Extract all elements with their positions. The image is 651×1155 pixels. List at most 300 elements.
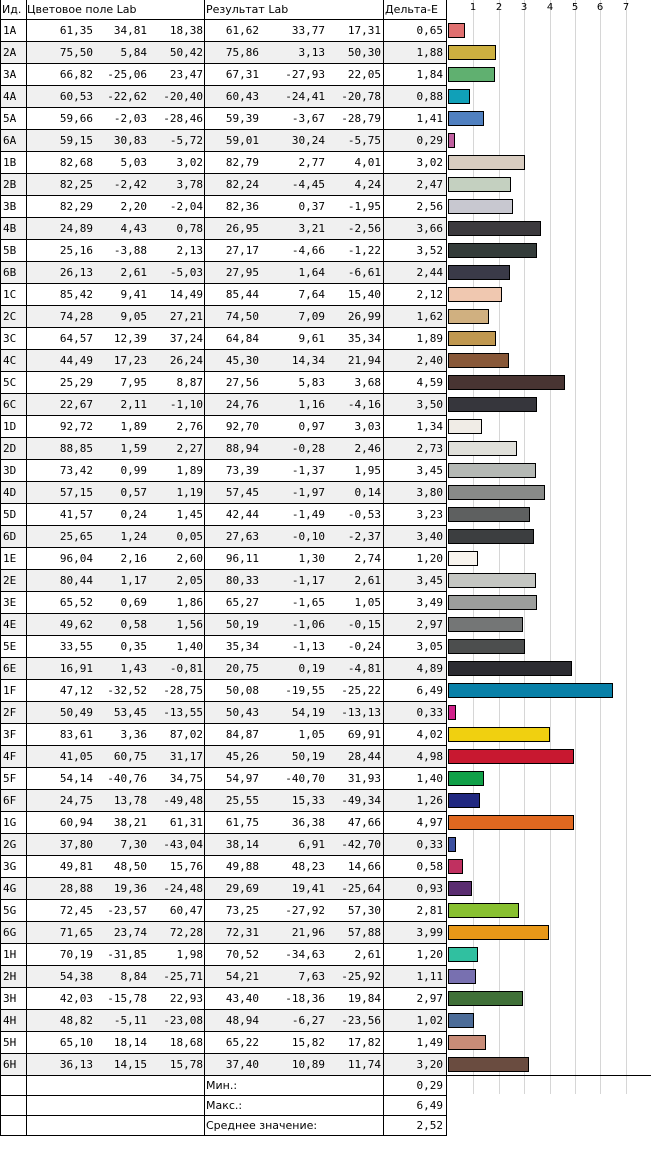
result-lab-a: -1,06 [291, 618, 325, 631]
row-divider [0, 63, 446, 64]
chart-bottom-line [446, 1075, 651, 1076]
result-lab-l: 60,43 [225, 90, 259, 103]
delta-e-bar [448, 485, 545, 500]
table-row [0, 680, 446, 702]
row-divider [0, 415, 446, 416]
delta-e-bar [448, 353, 509, 368]
field-lab-l: 33,55 [59, 640, 93, 653]
result-lab-a: 0,97 [298, 420, 325, 433]
result-lab-b: 2,74 [354, 552, 381, 565]
stat-row [0, 1096, 446, 1116]
table-row [0, 812, 446, 834]
field-lab-a: 8,84 [120, 970, 147, 983]
result-lab-l: 65,22 [225, 1036, 259, 1049]
field-lab-b: 15,76 [169, 860, 203, 873]
table-row [0, 20, 446, 42]
field-lab-l: 66,82 [59, 68, 93, 81]
field-lab-l: 80,44 [59, 574, 93, 587]
field-lab-b: 8,87 [176, 376, 203, 389]
field-lab-a: 9,05 [120, 310, 147, 323]
delta-e-bar [448, 771, 484, 786]
patch-id: 5D [3, 508, 17, 521]
field-lab-l: 24,89 [59, 222, 93, 235]
row-divider [0, 635, 446, 636]
result-lab-l: 73,25 [225, 904, 259, 917]
field-lab-a: 48,50 [113, 860, 147, 873]
patch-id: 2A [3, 46, 17, 59]
patch-id: 2B [3, 178, 17, 191]
result-lab-a: -34,63 [285, 948, 325, 961]
delta-e-bar [448, 309, 489, 324]
table-row [0, 196, 446, 218]
delta-e-value: 4,97 [416, 816, 443, 829]
field-lab-l: 82,68 [59, 156, 93, 169]
result-lab-a: 15,82 [291, 1036, 325, 1049]
field-lab-a: -5,11 [113, 1014, 147, 1027]
delta-e-bar [448, 331, 496, 346]
delta-e-value: 6,49 [416, 684, 443, 697]
result-lab-a: 2,77 [298, 156, 325, 169]
row-divider [0, 943, 446, 944]
result-lab-b: 31,93 [347, 772, 381, 785]
delta-e-value: 3,40 [416, 530, 443, 543]
field-lab-a: 4,43 [120, 222, 147, 235]
field-lab-a: 38,21 [113, 816, 147, 829]
field-lab-a: 1,59 [120, 442, 147, 455]
patch-id: 3G [3, 860, 17, 873]
result-lab-a: 7,64 [298, 288, 325, 301]
row-divider [0, 393, 446, 394]
result-lab-l: 75,86 [225, 46, 259, 59]
row-divider [0, 327, 446, 328]
result-lab-b: 2,61 [354, 948, 381, 961]
result-lab-a: 30,24 [291, 134, 325, 147]
delta-e-value: 4,98 [416, 750, 443, 763]
field-lab-a: 12,39 [113, 332, 147, 345]
table-row [0, 922, 446, 944]
field-lab-l: 59,66 [59, 112, 93, 125]
row-divider [0, 657, 446, 658]
field-lab-b: -2,04 [169, 200, 203, 213]
result-lab-l: 45,30 [225, 354, 259, 367]
table-row [0, 504, 446, 526]
table-row [0, 834, 446, 856]
result-lab-a: 19,41 [291, 882, 325, 895]
patch-id: 6E [3, 662, 17, 675]
delta-e-value: 2,97 [416, 618, 443, 631]
header-result: Результат Lab [206, 0, 382, 20]
result-lab-l: 25,55 [225, 794, 259, 807]
result-lab-a: 1,30 [298, 552, 325, 565]
row-divider [0, 481, 446, 482]
result-lab-l: 82,24 [225, 178, 259, 191]
patch-id: 1G [3, 816, 17, 829]
result-lab-b: -2,56 [347, 222, 381, 235]
field-lab-a: 0,35 [120, 640, 147, 653]
row-divider [0, 767, 446, 768]
table-row [0, 328, 446, 350]
delta-e-value: 3,49 [416, 596, 443, 609]
field-lab-a: -40,76 [107, 772, 147, 785]
delta-e-value: 0,65 [416, 24, 443, 37]
field-lab-l: 41,57 [59, 508, 93, 521]
patch-id: 1A [3, 24, 17, 37]
result-lab-l: 59,39 [225, 112, 259, 125]
patch-id: 5E [3, 640, 17, 653]
field-lab-b: 3,78 [176, 178, 203, 191]
field-lab-a: 60,75 [113, 750, 147, 763]
result-lab-l: 59,01 [225, 134, 259, 147]
row-divider [0, 789, 446, 790]
row-divider [0, 921, 446, 922]
delta-e-value: 3,20 [416, 1058, 443, 1071]
result-lab-a: 0,19 [298, 662, 325, 675]
delta-e-value: 0,93 [416, 882, 443, 895]
field-lab-b: 50,42 [169, 46, 203, 59]
table-row [0, 746, 446, 768]
table-row [0, 416, 446, 438]
chart-tick-label: 7 [622, 2, 630, 13]
delta-e-bar [448, 419, 482, 434]
result-lab-l: 61,75 [225, 816, 259, 829]
patch-id: 2E [3, 574, 17, 587]
result-lab-b: 1,95 [354, 464, 381, 477]
table-row [0, 64, 446, 86]
result-lab-b: 2,61 [354, 574, 381, 587]
delta-e-bar [448, 265, 510, 280]
result-lab-b: -4,16 [347, 398, 381, 411]
result-lab-a: -1,97 [291, 486, 325, 499]
delta-e-bar [448, 243, 537, 258]
patch-id: 1F [3, 684, 17, 697]
result-lab-b: -2,37 [347, 530, 381, 543]
delta-e-bar [448, 441, 517, 456]
field-lab-a: -2,42 [113, 178, 147, 191]
result-lab-b: -0,15 [347, 618, 381, 631]
result-lab-a: 10,89 [291, 1058, 325, 1071]
field-lab-b: 1,89 [176, 464, 203, 477]
field-lab-l: 64,57 [59, 332, 93, 345]
patch-id: 3F [3, 728, 17, 741]
field-lab-l: 73,42 [59, 464, 93, 477]
result-lab-l: 24,76 [225, 398, 259, 411]
field-lab-b: 72,28 [169, 926, 203, 939]
chart-gridline [600, 0, 601, 1094]
result-lab-a: -1,65 [291, 596, 325, 609]
field-lab-a: 30,83 [113, 134, 147, 147]
row-divider [0, 459, 446, 460]
delta-e-value: 1,84 [416, 68, 443, 81]
row-divider [0, 1095, 446, 1096]
result-lab-b: -25,92 [341, 970, 381, 983]
field-lab-a: 3,36 [120, 728, 147, 741]
result-lab-b: 47,66 [347, 816, 381, 829]
delta-e-bar [448, 45, 496, 60]
result-lab-a: 1,16 [298, 398, 325, 411]
row-divider [0, 371, 446, 372]
result-lab-b: -49,34 [341, 794, 381, 807]
delta-e-value: 0,58 [416, 860, 443, 873]
result-lab-b: 57,30 [347, 904, 381, 917]
field-lab-a: 34,81 [113, 24, 147, 37]
field-lab-l: 96,04 [59, 552, 93, 565]
row-divider [0, 811, 446, 812]
field-lab-l: 25,29 [59, 376, 93, 389]
field-lab-b: 27,21 [169, 310, 203, 323]
table-row [0, 108, 446, 130]
delta-e-value: 0,88 [416, 90, 443, 103]
field-lab-l: 49,62 [59, 618, 93, 631]
delta-e-value: 3,66 [416, 222, 443, 235]
result-lab-b: 21,94 [347, 354, 381, 367]
field-lab-a: 2,16 [120, 552, 147, 565]
patch-id: 4F [3, 750, 17, 763]
result-lab-l: 88,94 [225, 442, 259, 455]
delta-e-bar [448, 1013, 474, 1028]
field-lab-a: 2,61 [120, 266, 147, 279]
result-lab-a: -27,93 [285, 68, 325, 81]
field-lab-b: 2,76 [176, 420, 203, 433]
patch-id: 4A [3, 90, 17, 103]
result-lab-b: -1,22 [347, 244, 381, 257]
field-lab-l: 54,14 [59, 772, 93, 785]
field-lab-l: 28,88 [59, 882, 93, 895]
delta-e-value: 2,81 [416, 904, 443, 917]
patch-id: 2D [3, 442, 17, 455]
delta-e-value: 2,47 [416, 178, 443, 191]
field-lab-a: 1,43 [120, 662, 147, 675]
table-row [0, 438, 446, 460]
result-lab-l: 43,40 [225, 992, 259, 1005]
delta-e-bar [448, 375, 565, 390]
field-lab-a: -31,85 [107, 948, 147, 961]
patch-id: 4C [3, 354, 17, 367]
field-lab-a: 14,15 [113, 1058, 147, 1071]
field-lab-a: -25,06 [107, 68, 147, 81]
delta-e-bar [448, 991, 523, 1006]
patch-id: 5C [3, 376, 17, 389]
delta-e-value: 4,02 [416, 728, 443, 741]
delta-e-bar [448, 221, 541, 236]
field-lab-b: -49,48 [163, 794, 203, 807]
field-lab-a: 1,89 [120, 420, 147, 433]
row-divider [0, 283, 446, 284]
field-lab-b: 0,05 [176, 530, 203, 543]
table-row [0, 966, 446, 988]
result-lab-b: 28,44 [347, 750, 381, 763]
delta-e-bar [448, 925, 549, 940]
field-lab-l: 75,50 [59, 46, 93, 59]
delta-e-value: 0,33 [416, 706, 443, 719]
field-lab-a: 0,58 [120, 618, 147, 631]
table-row [0, 262, 446, 284]
patch-id: 6C [3, 398, 17, 411]
table-row [0, 152, 446, 174]
result-lab-l: 54,97 [225, 772, 259, 785]
column-divider [446, 0, 447, 1136]
field-lab-b: -28,46 [163, 112, 203, 125]
field-lab-a: 13,78 [113, 794, 147, 807]
delta-e-bar [448, 463, 536, 478]
row-divider [0, 239, 446, 240]
chart-gridline [575, 0, 576, 1094]
field-lab-b: 2,27 [176, 442, 203, 455]
delta-e-bar [448, 23, 465, 38]
row-divider [0, 745, 446, 746]
field-lab-b: 1,19 [176, 486, 203, 499]
result-lab-b: -42,70 [341, 838, 381, 851]
delta-e-bar [448, 617, 523, 632]
result-lab-l: 27,17 [225, 244, 259, 257]
delta-e-bar [448, 727, 550, 742]
field-lab-l: 59,15 [59, 134, 93, 147]
header-delta-e: Дельта-E [385, 0, 445, 20]
delta-e-value: 2,40 [416, 354, 443, 367]
field-lab-a: 7,30 [120, 838, 147, 851]
delta-e-value: 4,89 [416, 662, 443, 675]
delta-e-value: 2,97 [416, 992, 443, 1005]
chart-tick-label: 6 [596, 2, 604, 13]
field-lab-b: 18,38 [169, 24, 203, 37]
field-lab-a: 2,11 [120, 398, 147, 411]
field-lab-a: 7,95 [120, 376, 147, 389]
field-lab-b: 2,13 [176, 244, 203, 257]
result-lab-l: 85,44 [225, 288, 259, 301]
result-lab-l: 84,87 [225, 728, 259, 741]
result-lab-l: 27,95 [225, 266, 259, 279]
table-row [0, 1010, 446, 1032]
result-lab-b: 2,46 [354, 442, 381, 455]
field-lab-l: 65,52 [59, 596, 93, 609]
field-lab-b: 3,02 [176, 156, 203, 169]
result-lab-l: 82,79 [225, 156, 259, 169]
table-row [0, 548, 446, 570]
stat-value: 6,49 [416, 1099, 443, 1112]
table-row [0, 284, 446, 306]
field-lab-l: 92,72 [59, 420, 93, 433]
result-lab-b: 4,24 [354, 178, 381, 191]
result-lab-l: 80,33 [225, 574, 259, 587]
table-row [0, 42, 446, 64]
delta-e-value: 1,20 [416, 948, 443, 961]
table-row [0, 372, 446, 394]
delta-e-value: 2,56 [416, 200, 443, 213]
delta-e-bar [448, 133, 455, 148]
result-lab-b: 22,05 [347, 68, 381, 81]
field-lab-b: -13,55 [163, 706, 203, 719]
field-lab-l: 71,65 [59, 926, 93, 939]
table-row [0, 130, 446, 152]
field-lab-b: 37,24 [169, 332, 203, 345]
result-lab-l: 92,70 [225, 420, 259, 433]
result-lab-l: 54,21 [225, 970, 259, 983]
field-lab-b: -1,10 [169, 398, 203, 411]
table-row [0, 988, 446, 1010]
delta-e-bar [448, 551, 478, 566]
row-divider [0, 107, 446, 108]
result-lab-l: 50,08 [225, 684, 259, 697]
delta-e-bar [448, 969, 476, 984]
field-lab-b: 31,17 [169, 750, 203, 763]
delta-e-bar [448, 529, 534, 544]
field-lab-b: -28,75 [163, 684, 203, 697]
row-divider [0, 877, 446, 878]
patch-id: 5H [3, 1036, 17, 1049]
stat-row [0, 1116, 446, 1136]
field-lab-l: 22,67 [59, 398, 93, 411]
field-lab-a: 0,69 [120, 596, 147, 609]
result-lab-b: 35,34 [347, 332, 381, 345]
field-lab-b: 60,47 [169, 904, 203, 917]
delta-e-bar [448, 815, 574, 830]
result-lab-l: 37,40 [225, 1058, 259, 1071]
result-lab-l: 27,56 [225, 376, 259, 389]
result-lab-a: 7,63 [298, 970, 325, 983]
delta-e-value: 1,88 [416, 46, 443, 59]
patch-id: 6G [3, 926, 17, 939]
patch-id: 3B [3, 200, 17, 213]
delta-e-value: 2,44 [416, 266, 443, 279]
result-lab-l: 35,34 [225, 640, 259, 653]
result-lab-b: 69,91 [347, 728, 381, 741]
chart-tick-label: 2 [495, 2, 503, 13]
stat-label: Среднее значение: [206, 1119, 318, 1132]
field-lab-a: 53,45 [113, 706, 147, 719]
result-lab-l: 27,63 [225, 530, 259, 543]
row-divider [0, 987, 446, 988]
result-lab-l: 96,11 [225, 552, 259, 565]
result-lab-l: 38,14 [225, 838, 259, 851]
delta-e-bar [448, 705, 456, 720]
result-lab-b: 17,31 [347, 24, 381, 37]
result-lab-b: 3,68 [354, 376, 381, 389]
table-row [0, 1054, 446, 1076]
result-lab-a: -1,37 [291, 464, 325, 477]
delta-e-bar [448, 155, 525, 170]
field-lab-b: 2,05 [176, 574, 203, 587]
field-lab-b: 14,49 [169, 288, 203, 301]
chart-tick-label: 3 [520, 2, 528, 13]
row-divider [0, 569, 446, 570]
field-lab-b: -5,03 [169, 266, 203, 279]
field-lab-l: 82,25 [59, 178, 93, 191]
result-lab-a: 3,21 [298, 222, 325, 235]
delta-e-value: 2,73 [416, 442, 443, 455]
field-lab-l: 50,49 [59, 706, 93, 719]
patch-id: 2G [3, 838, 17, 851]
row-divider [0, 129, 446, 130]
patch-id: 6D [3, 530, 17, 543]
result-lab-a: 7,09 [298, 310, 325, 323]
result-lab-a: 21,96 [291, 926, 325, 939]
field-lab-l: 85,42 [59, 288, 93, 301]
result-lab-l: 20,75 [225, 662, 259, 675]
delta-e-bar [448, 111, 484, 126]
patch-id: 1H [3, 948, 17, 961]
field-lab-b: -5,72 [169, 134, 203, 147]
result-lab-a: -1,13 [291, 640, 325, 653]
result-lab-l: 49,88 [225, 860, 259, 873]
field-lab-a: 1,17 [120, 574, 147, 587]
patch-id: 4H [3, 1014, 17, 1027]
delta-e-value: 3,02 [416, 156, 443, 169]
field-lab-l: 82,29 [59, 200, 93, 213]
field-lab-a: 17,23 [113, 354, 147, 367]
delta-e-value: 3,45 [416, 464, 443, 477]
delta-e-bar [448, 89, 470, 104]
table-row [0, 526, 446, 548]
result-lab-a: -3,67 [291, 112, 325, 125]
